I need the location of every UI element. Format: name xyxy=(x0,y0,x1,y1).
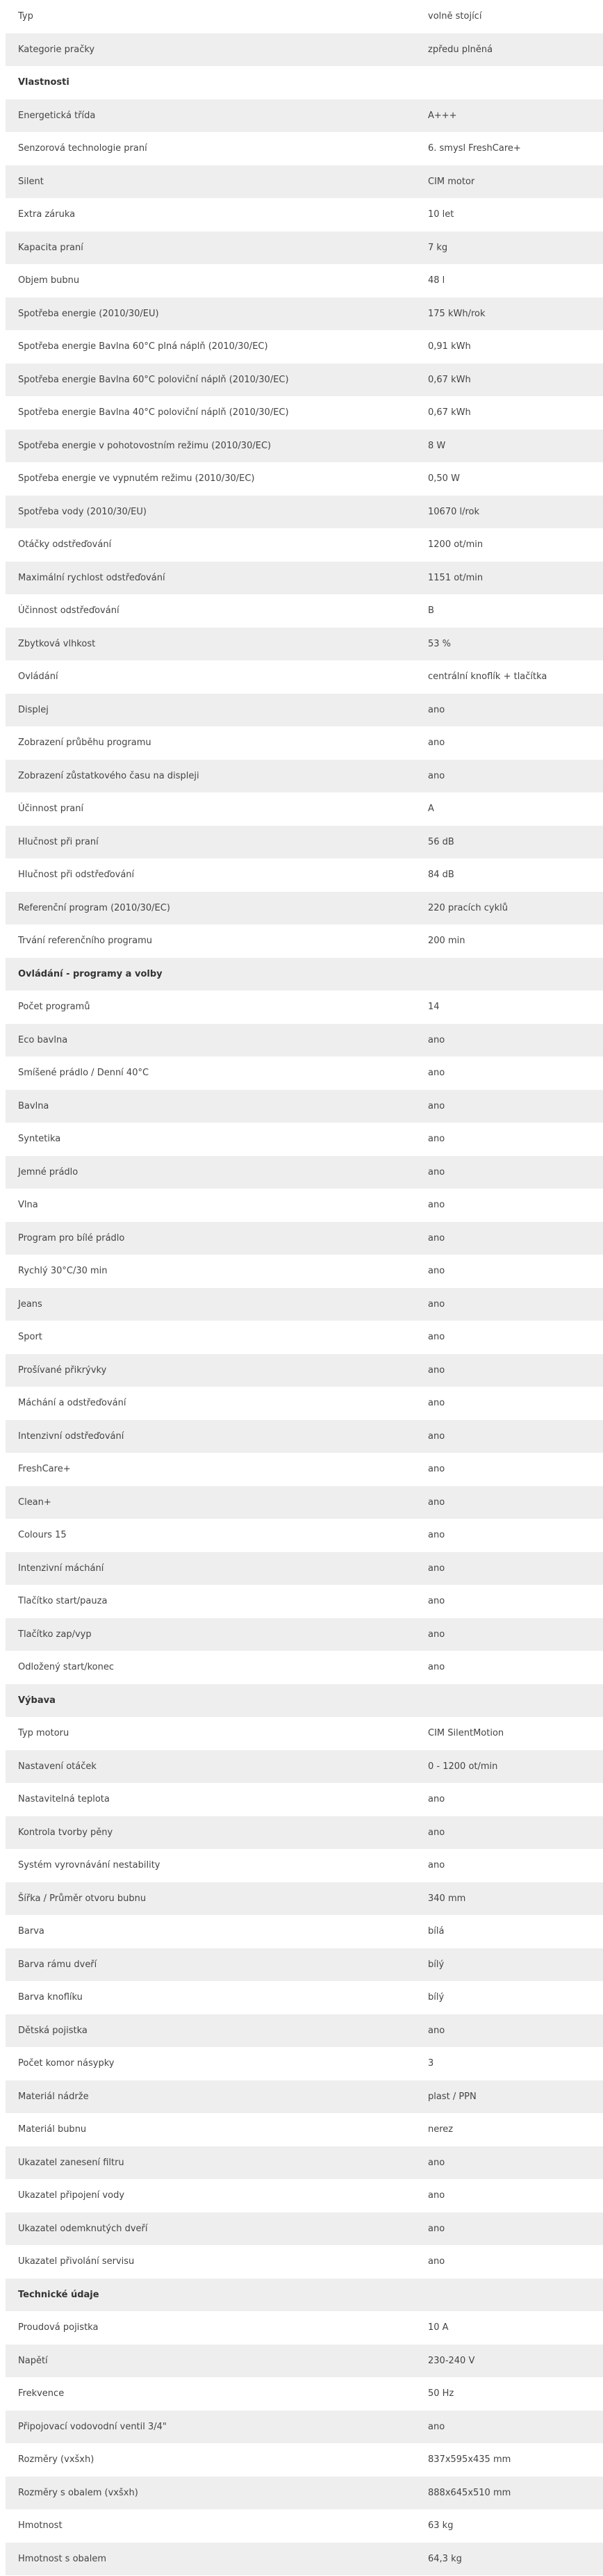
table-row xyxy=(6,330,603,364)
spec-label: Clean+ xyxy=(6,1486,415,1519)
table-row xyxy=(6,660,603,694)
table-row xyxy=(6,462,603,496)
spec-value: ano xyxy=(415,2014,603,2048)
spec-label: Bavlna xyxy=(6,1090,415,1123)
spec-value: ano xyxy=(415,2179,603,2212)
section-empty-cell xyxy=(415,2279,603,2312)
spec-label: Připojovací vodovodní ventil 3/4" xyxy=(6,2411,415,2444)
section-header-row xyxy=(6,2279,603,2312)
spec-label: Objem bubnu xyxy=(6,264,415,297)
table-row xyxy=(6,2245,603,2279)
table-row xyxy=(6,2179,603,2212)
spec-label: Prošívané přikrývky xyxy=(6,1354,415,1387)
table-row xyxy=(6,892,603,925)
spec-label: Zbytková vlhkost xyxy=(6,628,415,661)
spec-label: Rozměry (vxšxh) xyxy=(6,2443,415,2477)
spec-label: Intenzivní máchání xyxy=(6,1552,415,1585)
table-row xyxy=(6,1453,603,1486)
table-row xyxy=(6,726,603,760)
spec-label: Ukazatel odemknutých dveří xyxy=(6,2212,415,2246)
section-empty-cell xyxy=(415,66,603,99)
table-row xyxy=(6,2543,603,2576)
table-row xyxy=(6,628,603,661)
spec-value: B xyxy=(415,594,603,628)
spec-value: ano xyxy=(415,1783,603,1816)
spec-label: Barva rámu dveří xyxy=(6,1948,415,1982)
spec-label: Spotřeba vody (2010/30/EU) xyxy=(6,496,415,529)
table-row xyxy=(6,1585,603,1618)
spec-label: Hlučnost při odstřeďování xyxy=(6,858,415,892)
spec-value: ano xyxy=(415,1255,603,1288)
table-row xyxy=(6,2014,603,2048)
spec-label: Ukazatel připojení vody xyxy=(6,2179,415,2212)
spec-label: Energetická třída xyxy=(6,99,415,133)
spec-value: 14 xyxy=(415,991,603,1024)
table-row xyxy=(6,1420,603,1453)
table-row xyxy=(6,99,603,133)
table-row xyxy=(6,1882,603,1916)
spec-value: ano xyxy=(415,1288,603,1321)
spec-label: Systém vyrovnávání nestability xyxy=(6,1849,415,1882)
spec-value: ano xyxy=(415,1123,603,1156)
spec-value: CIM SilentMotion xyxy=(415,1717,603,1750)
spec-label: Šířka / Průměr otvoru bubnu xyxy=(6,1882,415,1916)
spec-value: zpředu plněná xyxy=(415,33,603,67)
spec-value: ano xyxy=(415,760,603,793)
spec-label: Trvání referenčního programu xyxy=(6,924,415,958)
spec-label: Typ xyxy=(6,0,415,33)
table-row xyxy=(6,826,603,859)
spec-label: Kategorie pračky xyxy=(6,33,415,67)
spec-value: 0 - 1200 ot/min xyxy=(415,1750,603,1784)
spec-label: Materiál nádrže xyxy=(6,2080,415,2114)
spec-label: Jemné prádlo xyxy=(6,1156,415,1189)
spec-label: Dětská pojistka xyxy=(6,2014,415,2048)
table-row xyxy=(6,2212,603,2246)
spec-label: Účinnost praní xyxy=(6,792,415,826)
table-row xyxy=(6,1189,603,1222)
section-empty-cell xyxy=(415,958,603,991)
section-title: Vlastnosti xyxy=(6,66,415,99)
spec-value: ano xyxy=(415,1354,603,1387)
table-row xyxy=(6,1255,603,1288)
section-title: Výbava xyxy=(6,1684,415,1718)
spec-label: Ovládání xyxy=(6,660,415,694)
table-row xyxy=(6,132,603,165)
table-row xyxy=(6,2113,603,2146)
table-row xyxy=(6,2377,603,2411)
spec-value: 0,50 W xyxy=(415,462,603,496)
spec-label: Odložený start/konec xyxy=(6,1651,415,1684)
spec-label: Rychlý 30°C/30 min xyxy=(6,1255,415,1288)
spec-label: Počet komor násypky xyxy=(6,2047,415,2080)
table-row xyxy=(6,2080,603,2114)
table-row xyxy=(6,1123,603,1156)
spec-label: Ukazatel zanesení filtru xyxy=(6,2146,415,2180)
spec-value: ano xyxy=(415,1387,603,1420)
spec-label: Frekvence xyxy=(6,2377,415,2411)
table-row xyxy=(6,1057,603,1090)
spec-label: Hmotnost xyxy=(6,2509,415,2543)
section-empty-cell xyxy=(415,1684,603,1718)
spec-label: Eco bavlna xyxy=(6,1024,415,1057)
spec-value: ano xyxy=(415,1024,603,1057)
spec-value: 0,91 kWh xyxy=(415,330,603,364)
spec-label: Spotřeba energie ve vypnutém režimu (2010/30/EC) xyxy=(6,462,415,496)
spec-value: ano xyxy=(415,1222,603,1255)
spec-value: ano xyxy=(415,726,603,760)
table-row xyxy=(6,297,603,331)
spec-value: 0,67 kWh xyxy=(415,396,603,430)
spec-value: 200 min xyxy=(415,924,603,958)
spec-value: ano xyxy=(415,2212,603,2246)
table-row xyxy=(6,2146,603,2180)
spec-value: 6. smysl FreshCare+ xyxy=(415,132,603,165)
spec-label: Proudová pojistka xyxy=(6,2311,415,2345)
spec-value: ano xyxy=(415,1651,603,1684)
spec-label: Jeans xyxy=(6,1288,415,1321)
spec-value: ano xyxy=(415,1618,603,1652)
table-row xyxy=(6,198,603,231)
table-row xyxy=(6,1816,603,1850)
table-row xyxy=(6,1222,603,1255)
table-row xyxy=(6,1156,603,1189)
spec-value: 63 kg xyxy=(415,2509,603,2543)
spec-label: Kontrola tvorby pěny xyxy=(6,1816,415,1850)
table-row xyxy=(6,231,603,265)
spec-value: ano xyxy=(415,1453,603,1486)
spec-label: Materiál bubnu xyxy=(6,2113,415,2146)
spec-value: centrální knoflík + tlačítka xyxy=(415,660,603,694)
spec-value: volně stojící xyxy=(415,0,603,33)
spec-value: ano xyxy=(415,1321,603,1354)
spec-value: 7 kg xyxy=(415,231,603,265)
table-row xyxy=(6,2345,603,2378)
spec-value: 888x645x510 mm xyxy=(415,2477,603,2510)
spec-label: Tlačítko zap/vyp xyxy=(6,1618,415,1652)
table-row xyxy=(6,1024,603,1057)
spec-value: ano xyxy=(415,1057,603,1090)
spec-value: ano xyxy=(415,1585,603,1618)
spec-value: ano xyxy=(415,1420,603,1453)
spec-label: Tlačítko start/pauza xyxy=(6,1585,415,1618)
spec-label: Colours 15 xyxy=(6,1519,415,1552)
table-row xyxy=(6,264,603,297)
table-row xyxy=(6,1717,603,1750)
spec-label: Sport xyxy=(6,1321,415,1354)
section-header-row xyxy=(6,66,603,99)
spec-value: 837x595x435 mm xyxy=(415,2443,603,2477)
spec-label: Maximální rychlost odstřeďování xyxy=(6,562,415,595)
spec-value: 230-240 V xyxy=(415,2345,603,2378)
spec-value: CIM motor xyxy=(415,165,603,199)
table-row xyxy=(6,364,603,397)
section-title: Technické údaje xyxy=(6,2279,415,2312)
table-row xyxy=(6,2509,603,2543)
spec-label: Hmotnost s obalem xyxy=(6,2543,415,2576)
spec-value: ano xyxy=(415,1156,603,1189)
spec-label: Otáčky odstřeďování xyxy=(6,528,415,562)
spec-label: Zobrazení zůstatkového času na displeji xyxy=(6,760,415,793)
table-row xyxy=(6,430,603,463)
table-row xyxy=(6,1618,603,1652)
spec-value: ano xyxy=(415,2146,603,2180)
spec-value: ano xyxy=(415,2245,603,2279)
spec-label: Vlna xyxy=(6,1189,415,1222)
table-row xyxy=(6,1519,603,1552)
table-row xyxy=(6,594,603,628)
spec-label: Máchání a odstřeďování xyxy=(6,1387,415,1420)
spec-value: ano xyxy=(415,1189,603,1222)
spec-label: Smíšené prádlo / Denní 40°C xyxy=(6,1057,415,1090)
table-row xyxy=(6,1849,603,1882)
spec-label: Intenzivní odstřeďování xyxy=(6,1420,415,1453)
table-row xyxy=(6,2477,603,2510)
spec-label: Kapacita praní xyxy=(6,231,415,265)
spec-value: 10670 l/rok xyxy=(415,496,603,529)
spec-value: 220 pracích cyklů xyxy=(415,892,603,925)
spec-value: 340 mm xyxy=(415,1882,603,1916)
table-row xyxy=(6,2443,603,2477)
section-header-row xyxy=(6,1684,603,1718)
table-row xyxy=(6,858,603,892)
table-row xyxy=(6,1651,603,1684)
spec-value: bílá xyxy=(415,1915,603,1948)
table-row xyxy=(6,496,603,529)
spec-table-body xyxy=(6,0,603,2575)
table-row xyxy=(6,33,603,67)
spec-value: 56 dB xyxy=(415,826,603,859)
table-row xyxy=(6,1354,603,1387)
spec-label: Rozměry s obalem (vxšxh) xyxy=(6,2477,415,2510)
spec-value: ano xyxy=(415,1519,603,1552)
table-row xyxy=(6,694,603,727)
spec-label: Nastavení otáček xyxy=(6,1750,415,1784)
table-row xyxy=(6,0,603,33)
spec-table xyxy=(6,0,603,2576)
spec-label: Zobrazení průběhu programu xyxy=(6,726,415,760)
spec-label: Spotřeba energie Bavlna 60°C plná náplň (2010/30/EC) xyxy=(6,330,415,364)
spec-value: 1151 ot/min xyxy=(415,562,603,595)
spec-value: A xyxy=(415,792,603,826)
table-row xyxy=(6,792,603,826)
spec-label: Displej xyxy=(6,694,415,727)
table-row xyxy=(6,991,603,1024)
section-title: Ovládání - programy a volby xyxy=(6,958,415,991)
spec-label: Program pro bílé prádlo xyxy=(6,1222,415,1255)
spec-value: ano xyxy=(415,1486,603,1519)
table-row xyxy=(6,1090,603,1123)
table-row xyxy=(6,396,603,430)
table-row xyxy=(6,1750,603,1784)
spec-label: Hlučnost při praní xyxy=(6,826,415,859)
table-row xyxy=(6,1387,603,1420)
spec-label: Spotřeba energie (2010/30/EU) xyxy=(6,297,415,331)
table-row xyxy=(6,2311,603,2345)
spec-value: 8 W xyxy=(415,430,603,463)
spec-label: Senzorová technologie praní xyxy=(6,132,415,165)
spec-label: Nastavitelná teplota xyxy=(6,1783,415,1816)
spec-label: Spotřeba energie v pohotovostním režimu (2010/30/EC) xyxy=(6,430,415,463)
table-row xyxy=(6,2411,603,2444)
table-row xyxy=(6,2047,603,2080)
spec-value: 53 % xyxy=(415,628,603,661)
table-row xyxy=(6,562,603,595)
spec-label: Extra záruka xyxy=(6,198,415,231)
table-row xyxy=(6,1981,603,2014)
spec-value: 48 l xyxy=(415,264,603,297)
spec-label: Silent xyxy=(6,165,415,199)
table-row xyxy=(6,924,603,958)
spec-value: 10 A xyxy=(415,2311,603,2345)
spec-value: 3 xyxy=(415,2047,603,2080)
table-row xyxy=(6,1783,603,1816)
table-row xyxy=(6,1948,603,1982)
spec-value: ano xyxy=(415,2411,603,2444)
spec-label: Syntetika xyxy=(6,1123,415,1156)
spec-value: 84 dB xyxy=(415,858,603,892)
table-row xyxy=(6,528,603,562)
spec-value: 0,67 kWh xyxy=(415,364,603,397)
spec-value: ano xyxy=(415,1849,603,1882)
spec-label: Typ motoru xyxy=(6,1717,415,1750)
spec-value: 50 Hz xyxy=(415,2377,603,2411)
spec-label: Barva knoflíku xyxy=(6,1981,415,2014)
spec-label: Účinnost odstřeďování xyxy=(6,594,415,628)
spec-value: 175 kWh/rok xyxy=(415,297,603,331)
spec-value: ano xyxy=(415,1552,603,1585)
spec-value: bílý xyxy=(415,1981,603,2014)
spec-value: bílý xyxy=(415,1948,603,1982)
spec-value: A+++ xyxy=(415,99,603,133)
table-row xyxy=(6,1288,603,1321)
table-row xyxy=(6,165,603,199)
table-row xyxy=(6,1552,603,1585)
table-row xyxy=(6,1321,603,1354)
spec-label: Ukazatel přivolání servisu xyxy=(6,2245,415,2279)
spec-label: Spotřeba energie Bavlna 40°C poloviční náplň (2010/30/EC) xyxy=(6,396,415,430)
spec-label: Spotřeba energie Bavlna 60°C poloviční náplň (2010/30/EC) xyxy=(6,364,415,397)
spec-value: 1200 ot/min xyxy=(415,528,603,562)
spec-value: 10 let xyxy=(415,198,603,231)
spec-value: ano xyxy=(415,694,603,727)
spec-label: Barva xyxy=(6,1915,415,1948)
section-header-row xyxy=(6,958,603,991)
spec-value: nerez xyxy=(415,2113,603,2146)
table-row xyxy=(6,760,603,793)
spec-value: ano xyxy=(415,1816,603,1850)
spec-value: plast / PPN xyxy=(415,2080,603,2114)
spec-value: ano xyxy=(415,1090,603,1123)
spec-value: 64,3 kg xyxy=(415,2543,603,2576)
spec-label: Napětí xyxy=(6,2345,415,2378)
spec-label: FreshCare+ xyxy=(6,1453,415,1486)
spec-label: Referenční program (2010/30/EC) xyxy=(6,892,415,925)
spec-label: Počet programů xyxy=(6,991,415,1024)
table-row xyxy=(6,1915,603,1948)
table-row xyxy=(6,1486,603,1519)
